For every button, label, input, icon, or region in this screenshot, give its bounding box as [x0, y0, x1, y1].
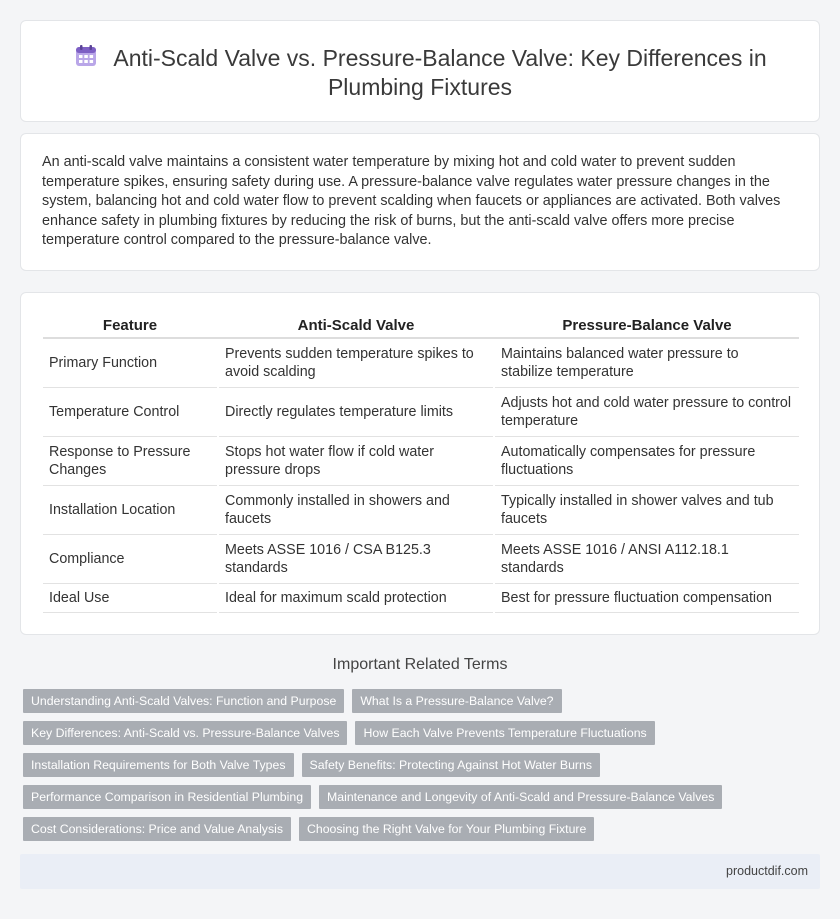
related-term-tag[interactable]: Maintenance and Longevity of Anti-Scald and Pressure-Balance Valves	[319, 785, 722, 809]
tag-row	[23, 689, 813, 713]
related-term-tag[interactable]: How Each Valve Prevents Temperature Fluctuations	[355, 721, 654, 745]
tag-row	[23, 785, 813, 809]
row-pressure-balance: Maintains balanced water pressure to stabilize temperature	[494, 338, 799, 387]
table-row	[43, 534, 799, 583]
column-header-feature: Feature	[43, 315, 218, 338]
table-row	[43, 485, 799, 534]
row-anti-scald: Ideal for maximum scald protection	[218, 583, 494, 612]
column-header-anti-scald: Anti-Scald Valve	[218, 315, 494, 338]
calendar-grid-icon	[73, 43, 99, 69]
row-pressure-balance: Meets ASSE 1016 / ANSI A112.18.1 standards	[494, 534, 799, 583]
row-anti-scald: Stops hot water flow if cold water pressure drops	[218, 436, 494, 485]
tag-row	[23, 721, 813, 745]
row-pressure-balance: Best for pressure fluctuation compensation	[494, 583, 799, 612]
intro-paragraph: An anti-scald valve maintains a consistent water temperature by mixing hot and cold water to prevent sudden temperature spikes, ensuring safety during use. A pressure-balance valve regulates water pressure changes in the system, balancing hot and cold water flow to prevent scalding when faucets or appliances are activated. Both valves enhance safety in plumbing fixtures by reducing the risk of burns, but the anti-scald valve offers more precise temperature control compared to the pressure-balance valve.	[42, 154, 781, 249]
table-header-row	[43, 315, 799, 338]
footer-site-link[interactable]: productdif.com	[726, 864, 808, 878]
row-feature: Response to Pressure Changes	[43, 436, 218, 485]
comparison-table-card	[20, 292, 820, 635]
table-row	[43, 436, 799, 485]
row-feature: Ideal Use	[43, 583, 218, 612]
comparison-table	[43, 315, 799, 613]
intro-card	[20, 133, 820, 271]
row-pressure-balance: Adjusts hot and cold water pressure to control temperature	[494, 387, 799, 436]
row-anti-scald: Meets ASSE 1016 / CSA B125.3 standards	[218, 534, 494, 583]
related-term-tag[interactable]: Key Differences: Anti-Scald vs. Pressure-Balance Valves	[23, 721, 347, 745]
row-anti-scald: Commonly installed in showers and faucets	[218, 485, 494, 534]
related-term-tag[interactable]: Choosing the Right Valve for Your Plumbing Fixture	[299, 817, 594, 841]
tag-row	[23, 817, 813, 841]
column-header-pressure-balance: Pressure-Balance Valve	[494, 315, 799, 338]
related-term-tag[interactable]: Cost Considerations: Price and Value Analysis	[23, 817, 291, 841]
related-term-tag[interactable]: What Is a Pressure-Balance Valve?	[352, 689, 561, 713]
row-anti-scald: Prevents sudden temperature spikes to avoid scalding	[218, 338, 494, 387]
row-feature: Primary Function	[43, 338, 218, 387]
table-row	[43, 338, 799, 387]
footer-bar	[20, 854, 820, 889]
page-title: Anti-Scald Valve vs. Pressure-Balance Valve: Key Differences in Plumbing Fixtures	[113, 45, 767, 100]
row-pressure-balance: Typically installed in shower valves and tub faucets	[494, 485, 799, 534]
page-title-wrap	[61, 43, 779, 102]
table-row	[43, 583, 799, 612]
related-terms-list	[23, 689, 813, 849]
related-term-tag[interactable]: Installation Requirements for Both Valve Types	[23, 753, 294, 777]
related-term-tag[interactable]: Performance Comparison in Residential Plumbing	[23, 785, 311, 809]
row-feature: Compliance	[43, 534, 218, 583]
related-term-tag[interactable]: Understanding Anti-Scald Valves: Function and Purpose	[23, 689, 344, 713]
related-terms-heading: Important Related Terms	[332, 656, 508, 673]
row-feature: Temperature Control	[43, 387, 218, 436]
table-row	[43, 387, 799, 436]
tag-row	[23, 753, 813, 777]
row-pressure-balance: Automatically compensates for pressure fluctuations	[494, 436, 799, 485]
row-feature: Installation Location	[43, 485, 218, 534]
header-card	[20, 20, 820, 122]
row-anti-scald: Directly regulates temperature limits	[218, 387, 494, 436]
related-term-tag[interactable]: Safety Benefits: Protecting Against Hot Water Burns	[302, 753, 601, 777]
